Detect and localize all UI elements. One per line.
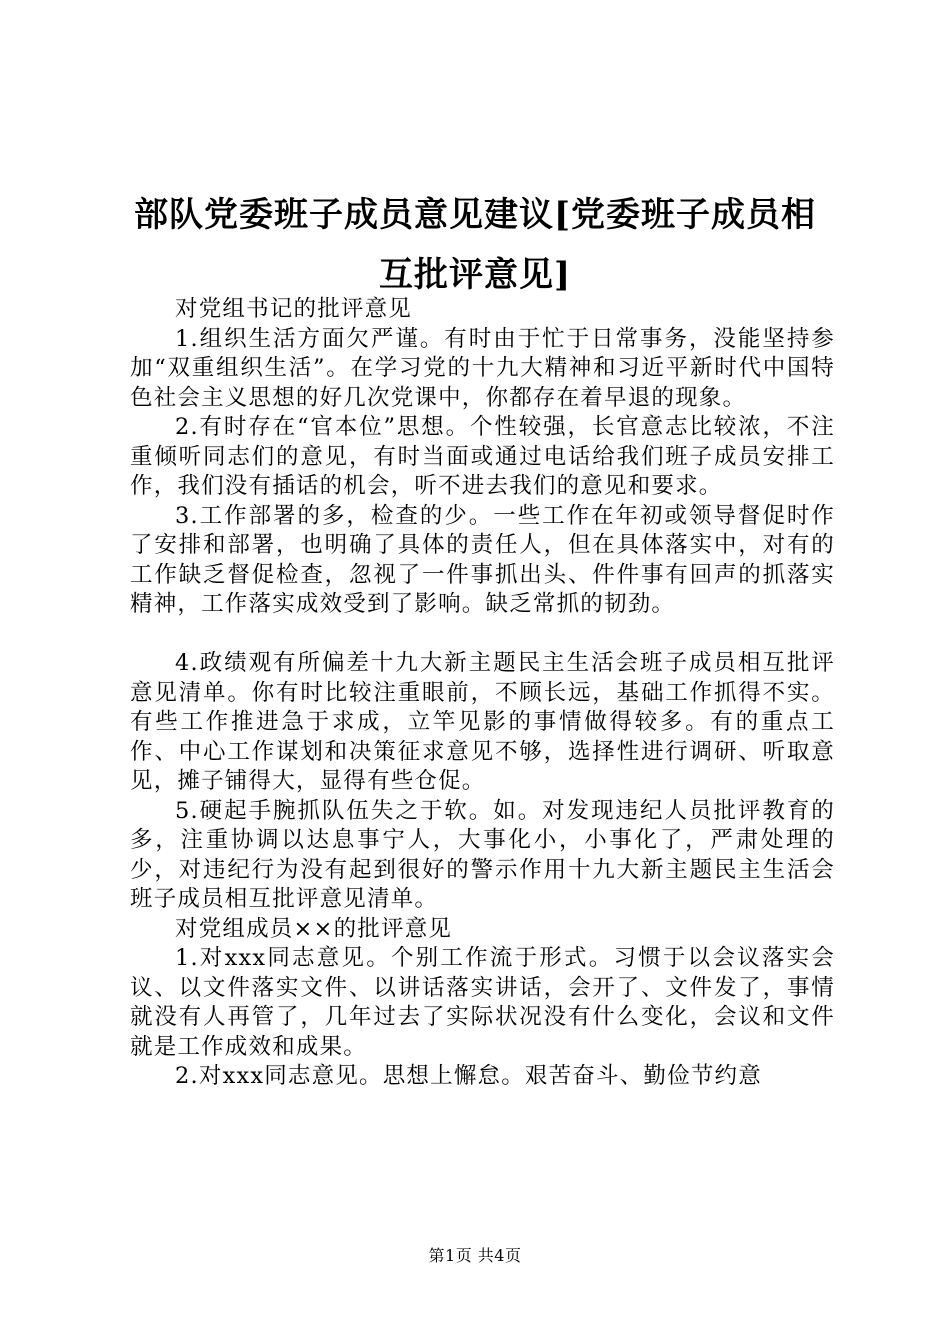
paragraph-item-1: 1.组织生活方面欠严谨。有时由于忙于日常事务，没能坚持参加“双重组织生活”。在学习党的十九大精神和习近平新时代中国特色社会主义思想的好几次党课中，你都存在着早退的现象。: [130, 325, 835, 411]
paragraph-item-2: 2.有时存在“官本位”思想。个性较强，长官意志比较浓，不注重倾听同志们的意见，有时当面或通过电话给我们班子成员安排工作，我们没有插话的机会，听不进去我们的意见和要求。: [130, 414, 835, 499]
document-body: [130, 295, 835, 1092]
paragraph-member-item-1: 1.对xxx同志意见。个别工作流于形式。习惯于以会议落实会议、以文件落实文件、以讲话落实讲话，会开了、文件发了，事情就没有人再管了，几年过去了实际状况没有什么变化，会议和文件就是工作成效和成果。: [130, 945, 835, 1060]
paragraph-item-3: 3.工作部署的多，检查的少。一些工作在年初或领导督促时作了安排和部署，也明确了具体的责任人，但在具体落实中，对有的工作缺乏督促检查，忽视了一件事抓出头、件件事有回声的抓落实精神，工作落实成效受到了影响。缺乏常抓的韧劲。: [130, 502, 835, 617]
document-title: 部队党委班子成员意见建议[党委班子成员相互批评意见]: [133, 195, 817, 295]
paragraph-member-item-2: 2.对xxx同志意见。思想上懈怠。艰苦奋斗、勤俭节约意: [175, 1063, 762, 1089]
page-footer: 第1页 共4页: [428, 1246, 522, 1265]
paragraph-item-5: 5.硬起手腕抓队伍失之于软。如。对发现违纪人员批评教育的多，注重协调以达息事宁人，大事化小，小事化了，严肃处理的少，对违纪行为没有起到很好的警示作用十九大新主题民主生活会班子成员相互批评意见清单。: [130, 797, 835, 912]
section-heading-member: 对党组成员××的批评意见: [175, 915, 453, 942]
paragraph-item-4: 4.政绩观有所偏差十九大新主题民主生活会班子成员相互批评意见清单。你有时比较注重眼前，不顾长远，基础工作抓得不实。有些工作推进急于求成，立竿见影的事情做得较多。有的重点工作、中心工作谋划和决策征求意见不够，选择性进行调研、听取意见，摊子铺得大，显得有些仓促。: [130, 650, 835, 794]
section-heading-secretary: 对党组书记的批评意见: [175, 296, 413, 322]
